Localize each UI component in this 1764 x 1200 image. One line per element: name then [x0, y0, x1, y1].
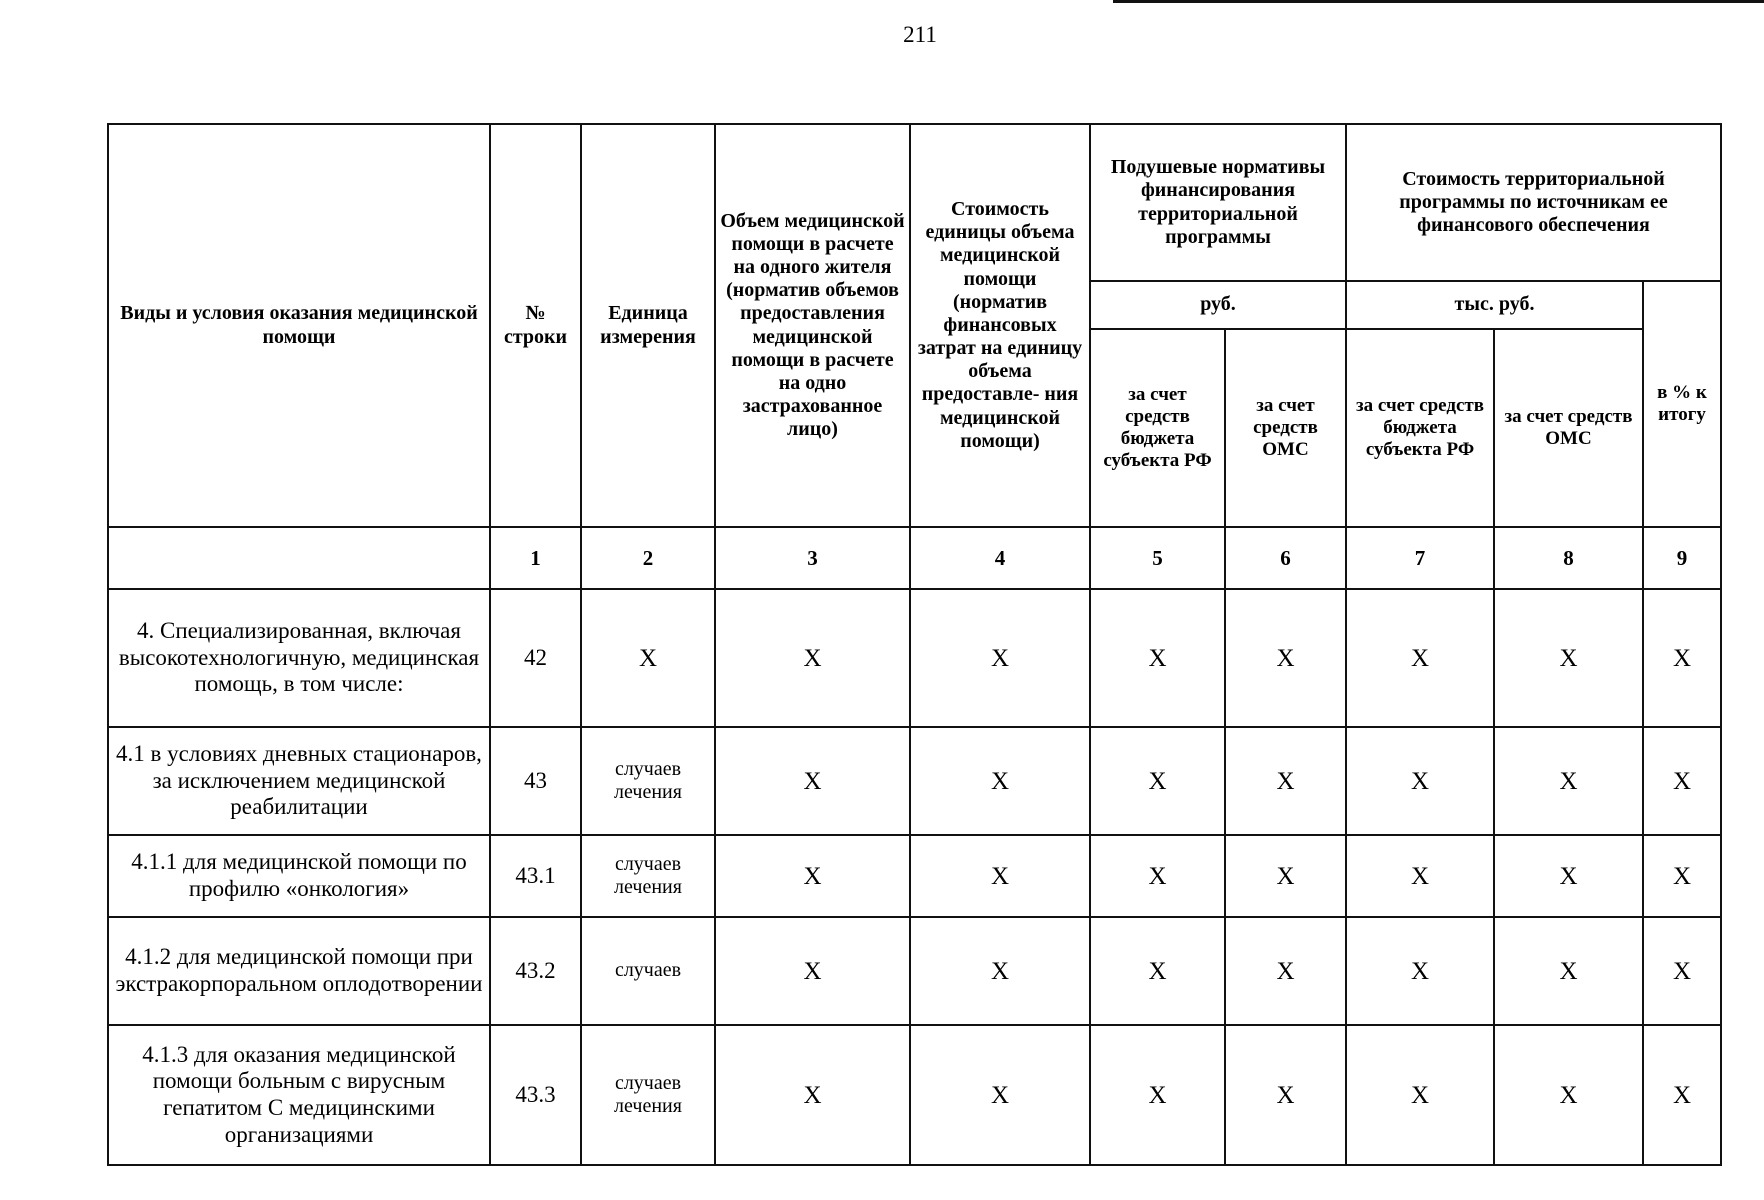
cell-budget-rf: X [1090, 835, 1225, 917]
header-budget-rf: за счет средств бюджета субъекта РФ [1090, 329, 1225, 527]
column-number [108, 527, 490, 589]
cell-budget-rf-2: X [1346, 835, 1494, 917]
header-budget-rf-2: за счет средств бюджета субъекта РФ [1346, 329, 1494, 527]
column-number: 5 [1090, 527, 1225, 589]
header-unit-rub: руб. [1090, 281, 1346, 329]
cell-budget-rf: X [1090, 589, 1225, 727]
row-unit: X [581, 589, 715, 727]
row-unit: случаев [581, 917, 715, 1025]
table-row [108, 1025, 1721, 1165]
cell-unit-cost: X [910, 589, 1090, 727]
cell-oms: X [1225, 589, 1346, 727]
cell-budget-rf-2: X [1346, 1025, 1494, 1165]
row-number: 43.3 [490, 1025, 581, 1165]
column-number: 3 [715, 527, 910, 589]
header-per-capita-group: Подушевые нормативы финансирования территориальной программы [1090, 124, 1346, 281]
header-name: Виды и условия оказания медицинской помощи [108, 124, 490, 527]
header-row-number: № строки [490, 124, 581, 527]
header-volume: Объем медицинской помощи в расчете на одного жителя (норматив объемов предоставления медицинской помощи в расчете на одно застрахованное лицо) [715, 124, 910, 527]
cell-oms: X [1225, 727, 1346, 835]
header-program-cost-group: Стоимость территориальной программы по источникам ее финансового обеспечения [1346, 124, 1721, 281]
cell-percent: X [1643, 1025, 1721, 1165]
cell-budget-rf: X [1090, 1025, 1225, 1165]
row-number: 43.2 [490, 917, 581, 1025]
row-number: 43 [490, 727, 581, 835]
cell-volume: X [715, 589, 910, 727]
cell-oms: X [1225, 917, 1346, 1025]
cell-percent: X [1643, 835, 1721, 917]
row-number: 42 [490, 589, 581, 727]
header-unit-cost: Стоимость единицы объема медицинской помощи (норматив финансовых затрат на единицу объема предоставле- ния медицинской помощи) [910, 124, 1090, 527]
cell-budget-rf: X [1090, 917, 1225, 1025]
cell-unit-cost: X [910, 835, 1090, 917]
header-unit-thousand-rub: тыс. руб. [1346, 281, 1643, 329]
cell-oms-2: X [1494, 1025, 1643, 1165]
row-name: 4. Специализированная, включая высокотехнологичную, медицинская помощь, в том числе: [108, 589, 490, 727]
header-oms-2: за счет средств ОМС [1494, 329, 1643, 527]
cell-unit-cost: X [910, 727, 1090, 835]
row-unit: случаев лечения [581, 727, 715, 835]
column-number: 1 [490, 527, 581, 589]
header-oms: за счет средств ОМС [1225, 329, 1346, 527]
funding-table [107, 123, 1722, 1166]
cell-volume: X [715, 1025, 910, 1165]
cell-budget-rf-2: X [1346, 917, 1494, 1025]
page-number: 211 [903, 22, 937, 47]
cell-unit-cost: X [910, 917, 1090, 1025]
row-name: 4.1.1 для медицинской помощи по профилю «онкология» [108, 835, 490, 917]
table-row [108, 589, 1721, 727]
row-number: 43.1 [490, 835, 581, 917]
cell-budget-rf-2: X [1346, 589, 1494, 727]
top-rule [1113, 0, 1764, 3]
column-number: 8 [1494, 527, 1643, 589]
header-unit: Единица измерения [581, 124, 715, 527]
header-percent-of-total: в % к итогу [1643, 281, 1721, 527]
cell-volume: X [715, 917, 910, 1025]
cell-oms-2: X [1494, 589, 1643, 727]
table-row [108, 917, 1721, 1025]
row-unit: случаев лечения [581, 835, 715, 917]
row-name: 4.1.2 для медицинской помощи при экстракорпоральном оплодотворении [108, 917, 490, 1025]
column-number: 6 [1225, 527, 1346, 589]
cell-percent: X [1643, 727, 1721, 835]
row-name: 4.1.3 для оказания медицинской помощи больным с вирусным гепатитом С медицинскими организациями [108, 1025, 490, 1165]
row-name: 4.1 в условиях дневных стационаров, за исключением медицинской реабилитации [108, 727, 490, 835]
cell-oms-2: X [1494, 917, 1643, 1025]
cell-percent: X [1643, 917, 1721, 1025]
column-number: 9 [1643, 527, 1721, 589]
cell-unit-cost: X [910, 1025, 1090, 1165]
cell-oms: X [1225, 835, 1346, 917]
cell-volume: X [715, 727, 910, 835]
column-number: 4 [910, 527, 1090, 589]
cell-oms-2: X [1494, 727, 1643, 835]
cell-budget-rf: X [1090, 727, 1225, 835]
column-number: 2 [581, 527, 715, 589]
column-number: 7 [1346, 527, 1494, 589]
cell-oms: X [1225, 1025, 1346, 1165]
cell-percent: X [1643, 589, 1721, 727]
cell-oms-2: X [1494, 835, 1643, 917]
row-unit: случаев лечения [581, 1025, 715, 1165]
table-row [108, 835, 1721, 917]
column-number-row [108, 527, 1721, 589]
table-row [108, 727, 1721, 835]
cell-budget-rf-2: X [1346, 727, 1494, 835]
cell-volume: X [715, 835, 910, 917]
